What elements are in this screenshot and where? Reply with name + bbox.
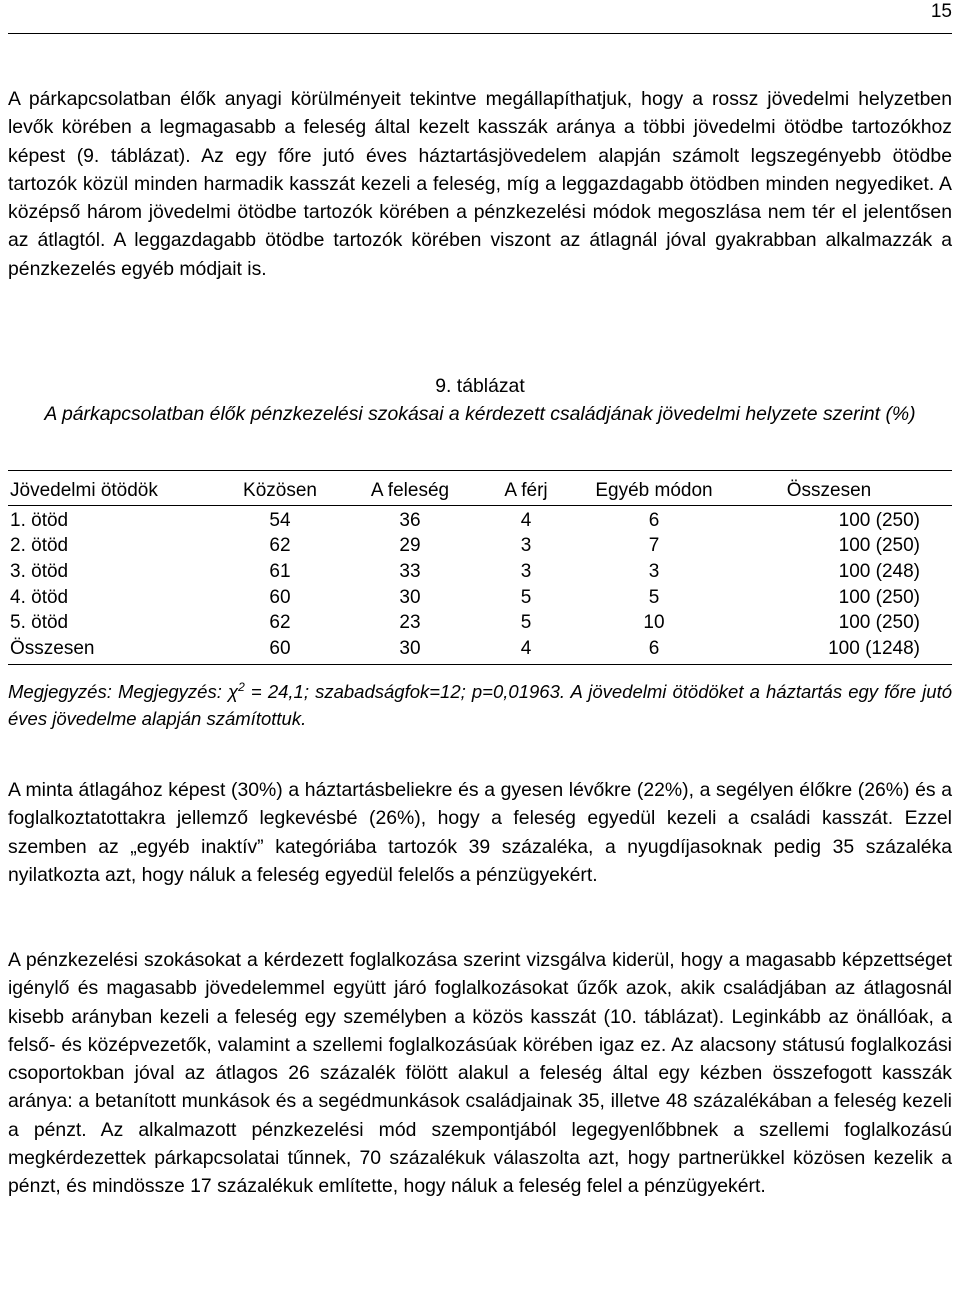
table-cell: 5 bbox=[648, 586, 660, 608]
table-row bbox=[10, 534, 920, 560]
column-header-wife: A feleség bbox=[370, 480, 450, 501]
table-cell: 60 bbox=[269, 586, 291, 608]
table-cell: 62 bbox=[269, 535, 291, 557]
table-row bbox=[10, 610, 920, 636]
data-table bbox=[10, 474, 920, 662]
chi-square-symbol: χ bbox=[227, 681, 239, 703]
table-row bbox=[10, 508, 920, 534]
table-cell: 3 bbox=[520, 560, 532, 582]
table-row-total bbox=[10, 636, 920, 662]
table-title bbox=[8, 372, 952, 428]
table-caption: 9. táblázat bbox=[435, 375, 525, 397]
table-cell: 62 bbox=[269, 612, 291, 634]
table-cell: 5 bbox=[520, 612, 532, 634]
table-cell-total: 100 (250) bbox=[838, 586, 920, 608]
table-cell: 54 bbox=[269, 509, 291, 531]
table-cell: 6 bbox=[648, 637, 660, 659]
table-row bbox=[10, 585, 920, 611]
note-prefix: Megjegyzés: Megjegyzés: bbox=[8, 681, 228, 703]
row-label: 5. ötöd bbox=[10, 612, 69, 634]
table-cell: 6 bbox=[648, 509, 660, 531]
table-cell: 7 bbox=[648, 535, 660, 557]
table-cell: 4 bbox=[520, 509, 532, 531]
table-row bbox=[10, 559, 920, 585]
table-cell: 60 bbox=[269, 637, 291, 659]
table-cell: 30 bbox=[399, 586, 421, 608]
table-cell: 36 bbox=[399, 509, 421, 531]
row-label: 1. ötöd bbox=[10, 509, 69, 531]
table-cell: 29 bbox=[399, 535, 421, 557]
table-cell: 23 bbox=[399, 612, 421, 634]
row-label: 4. ötöd bbox=[10, 586, 69, 608]
paragraph-employment-status: A minta átlagához képest (30%) a háztartásbeliekre és a gyesen lévőkre (22%), a segélyen élőkre (26%) és a foglalkoztatottakra jellemző legkevésbé (26%), hogy a feleség egyedül kezeli a családi kasszát. Ezzel szemben az „egyéb inaktív” kategóriába tartozók 39 százaléka, a nyugdíjasoknak pedig 35 százaléka nyilatkozta azt, hogy náluk a feleség egyedül felelős a pénzügyekért. bbox=[8, 779, 952, 886]
table-cell: 3 bbox=[648, 560, 660, 582]
table-cell-total: 100 (250) bbox=[838, 509, 920, 531]
table-cell: 61 bbox=[269, 560, 291, 582]
table-cell-total: 100 (1248) bbox=[828, 637, 920, 659]
table-cell: 30 bbox=[399, 637, 421, 659]
table-cell: 33 bbox=[399, 560, 421, 582]
column-header-total: Összesen bbox=[786, 480, 872, 501]
page-number: 15 bbox=[930, 1, 952, 22]
chi-square-exponent: 2 bbox=[238, 680, 245, 694]
paragraph-occupation: A pénzkezelési szokásokat a kérdezett foglalkozása szerint vizsgálva kiderül, hogy a magasabb képzettséget igénylő és magasabb jövedelemmel együtt járó foglalkozásokat űzők azok, akik családjában az átlagosnál kisebb arányban kezeli a feleség egy személyben a közös kasszát (10. táblázat). Leginkább az önállóak, a felső- és középvezetők, valamint a szellemi foglalkozásúak körében igaz ez. Az alacsony státusú foglalkozási csoportokban jóval az átlagos 26 százalék fölött alakul a feleség által egy kézben összefogott kasszák aránya: a betanított munkások és a segédmunkások családjainak 35, illetve 48 százalékában a feleség kezeli a pénzt. Az alkalmazott pénzkezelési mód szempontjából legegyenlőbbnek a szellemi foglalkozású megkérdezettek párkapcsolatai tűnnek, 70 százalékuk válaszolta azt, hogy partnerükkel közösen kezelik a pénzt, és mindössze 17 százalékuk említette, hogy náluk a feleség felel a pénzügyekért. bbox=[8, 949, 952, 1198]
paragraph-income-quintiles: A párkapcsolatban élők anyagi körülményeit tekintve megállapíthatjuk, hogy a rossz jövedelmi helyzetben levők körében a legmagasabb a feleség által kezelt kasszák aránya a többi jövedelmi ötödbe tartozókhoz képest (9. táblázat). Az egy főre jutó éves háztartásjövedelem alapján számolt legszegényebb ötödbe tartozók közül minden harmadik kasszát kezeli a feleség, míg a leggazdagabb ötödben minden negyediket. A középső három jövedelmi ötödbe tartozók körében a pénzkezelési módok megoszlása nem tér el jelentősen az átlagtól. A leggazdagabb ötödbe tartozók körében viszont az átlagnál jóval gyakrabban alkalmazzák a pénzkezelés egyéb módjait is. bbox=[8, 88, 952, 280]
table-header-row bbox=[10, 474, 920, 508]
note-text: = 24,1; szabadságfok=12; p=0,01963. A jövedelmi ötödöket a háztartás egy főre jutó éves jövedelme alapján számítottuk. bbox=[8, 681, 952, 730]
table-cell-total: 100 (250) bbox=[838, 535, 920, 557]
table-cell-total: 100 (250) bbox=[838, 612, 920, 634]
table-cell: 5 bbox=[520, 586, 532, 608]
row-label: 3. ötöd bbox=[10, 560, 69, 582]
row-label: 2. ötöd bbox=[10, 535, 69, 557]
column-header-income-quintiles: Jövedelmi ötödök bbox=[10, 480, 158, 501]
column-header-other: Egyéb módon bbox=[595, 480, 713, 501]
table-cell: 10 bbox=[643, 612, 665, 634]
table-top-rule bbox=[8, 470, 952, 471]
column-header-jointly: Közösen bbox=[243, 480, 317, 501]
row-label: Összesen bbox=[10, 637, 95, 659]
table-description: A párkapcsolatban élők pénzkezelési szokásai a kérdezett családjának jövedelmi helyzete szerint (%) bbox=[44, 403, 916, 425]
table-bottom-rule bbox=[8, 664, 952, 665]
table-cell-total: 100 (248) bbox=[838, 560, 920, 582]
table-note bbox=[8, 674, 952, 732]
header-rule bbox=[8, 33, 952, 34]
table-cell: 3 bbox=[520, 535, 532, 557]
table-cell: 4 bbox=[520, 637, 532, 659]
column-header-husband: A férj bbox=[504, 480, 548, 501]
